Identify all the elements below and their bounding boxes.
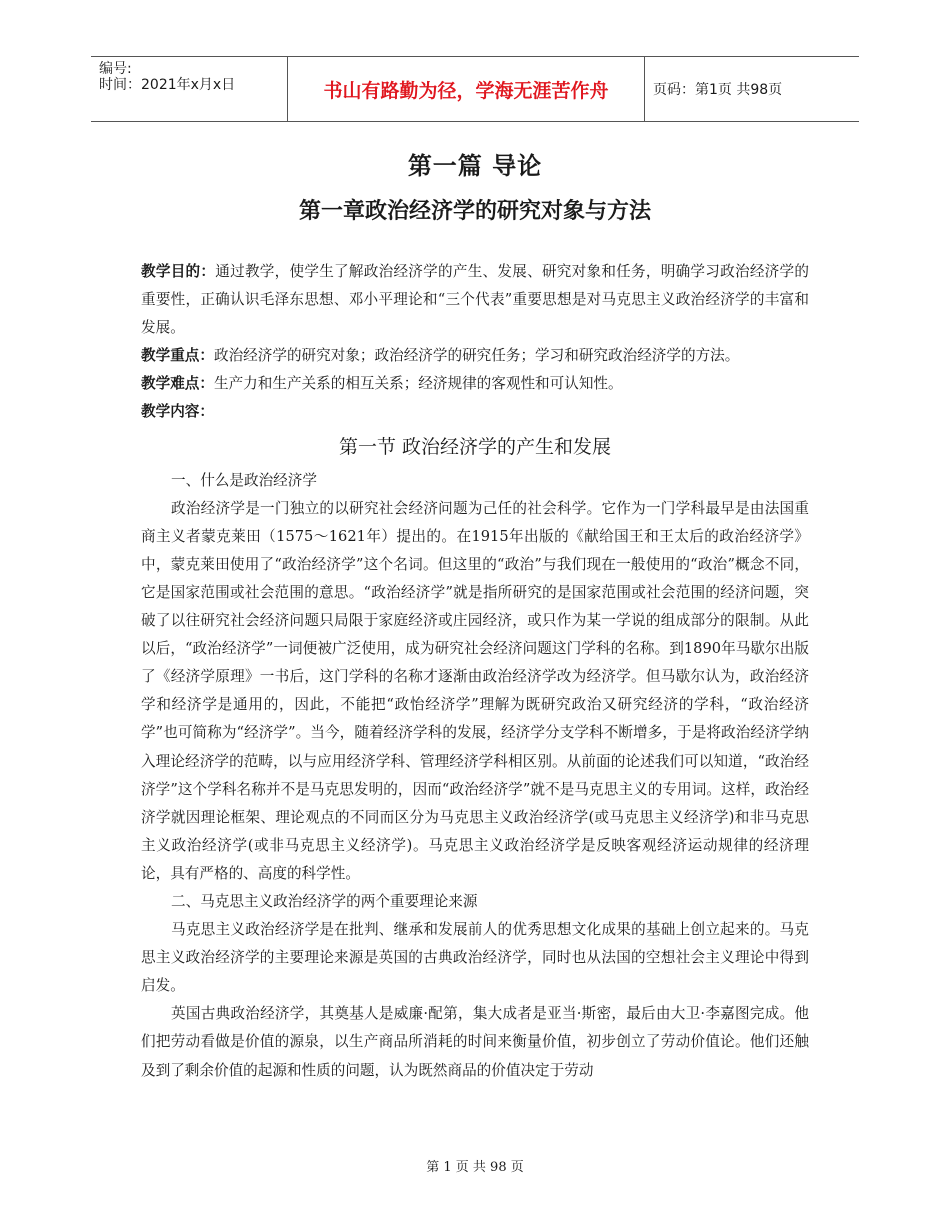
teaching-goal (141, 258, 809, 342)
part-title: 第一篇 导论 (407, 152, 543, 180)
paragraph: 马克思主义政治经济学是在批判、继承和发展前人的优秀思想文化成果的基础上创立起来的。马克思主义政治经济学的主要理论来源是英国的古典政治经济学，同时也从法国的空想社会主义理论中得到启发。 (141, 921, 809, 995)
teaching-difficulty-text: 生产力和生产关系的相互关系；经济规律的客观性和可认知性。 (213, 375, 623, 393)
chapter-title: 第一章政治经济学的研究对象与方法 (298, 199, 651, 224)
teaching-goal-text: 通过教学，使学生了解政治经济学的产生、发展、研究对象和任务，明确学习政治经济学的重要性，正确认识毛泽东思想、邓小平理论和“三个代表”重要思想是对马克思主义政治经济学的丰富和发展。 (141, 263, 809, 337)
header-motto: 书山有路勤为径，学海无涯苦作舟 (287, 57, 645, 121)
number-label: 编号: (99, 61, 132, 77)
header-page-info: 页码：第1页 共98页 (653, 82, 783, 98)
teaching-difficulty-label: 教学难点： (141, 375, 214, 393)
paragraph: 英国古典政治经济学，其奠基人是威廉·配第，集大成者是亚当·斯密，最后由大卫·李嘉图完成。他们把劳动看做是价值的源泉，以生产商品所消耗的时间来衡量价值，初步创立了劳动价值论。他们还触及到了剩余价值的起源和性质的问题，认为既然商品的价值决定于劳动 (141, 1005, 809, 1079)
teaching-difficulty (141, 370, 809, 398)
teaching-focus (141, 342, 809, 370)
teaching-content (141, 398, 809, 426)
teaching-content-label: 教学内容： (141, 403, 214, 421)
teaching-focus-text: 政治经济学的研究对象；政治经济学的研究任务；学习和研究政治经济学的方法。 (213, 347, 740, 365)
document-body (141, 258, 809, 1085)
teaching-focus-label: 教学重点： (141, 347, 214, 365)
teaching-goal-label: 教学目的： (141, 263, 216, 280)
subsection-heading: 二、马克思主义政治经济学的两个重要理论来源 (171, 892, 478, 910)
section-title: 第一节 政治经济学的产生和发展 (338, 435, 612, 458)
subsection-heading: 一、什么是政治经济学 (171, 471, 317, 489)
header-meta (91, 57, 287, 121)
page-footer: 第 1 页 共 98 页 (426, 1160, 524, 1175)
page-header (91, 56, 859, 122)
paragraph: 政治经济学是一门独立的以研究社会经济问题为己任的社会科学。它作为一门学科最早是由法国重商主义者蒙克莱田（1575～1621年）提出的。在1915年出版的《献给国王和王太后的政治经济学》中，蒙克莱田使用了“政治经济学”这个名词。但这里的“政治”与我们现在一般使用的“政治”概念不同，它是国家范围或社会范围的意思。“政治经济学”就是指所研究的是国家范围或社会范围的经济问题，突破了以往研究社会经济问题只局限于家庭经济或庄园经济，或只作为某一学说的组成部分的限制。从此以后，“政治经济学”一词便被广泛使用，成为研究社会经济问题这门学科的名称。到1890年马歇尔出版了《经济学原理》一书后，这门学科的名称才逐渐由政治经济学改为经济学。但马歇尔认为，政治经济学和经济学是通用的，因此，不能把“政怡经济学”理解为既研究政治又研究经济的学科，“政治经济学”也可简称为“经济学”。当今，随着经济学科的发展，经济学分支学科不断增多，于是将政治经济学纳入理论经济学的范畴，以与应用经济学科、管理经济学科相区别。从前面的论述我们可以知道，“政治经济学”这个学科名称并不是马克思发明的，因而“政治经济学”就不是马克思主义的专用词。这样，政治经济学就因理论框架、理论观点的不同而区分为马克思主义政治经济学(或马克思主义经济学)和非马克思主义政治经济学(或非马克思主义经济学)。马克思主义政治经济学是反映客观经济运动规律的经济理论，具有严格的、高度的科学性。 (141, 499, 809, 882)
time-label: 时间：2021年x月x日 (99, 77, 236, 93)
